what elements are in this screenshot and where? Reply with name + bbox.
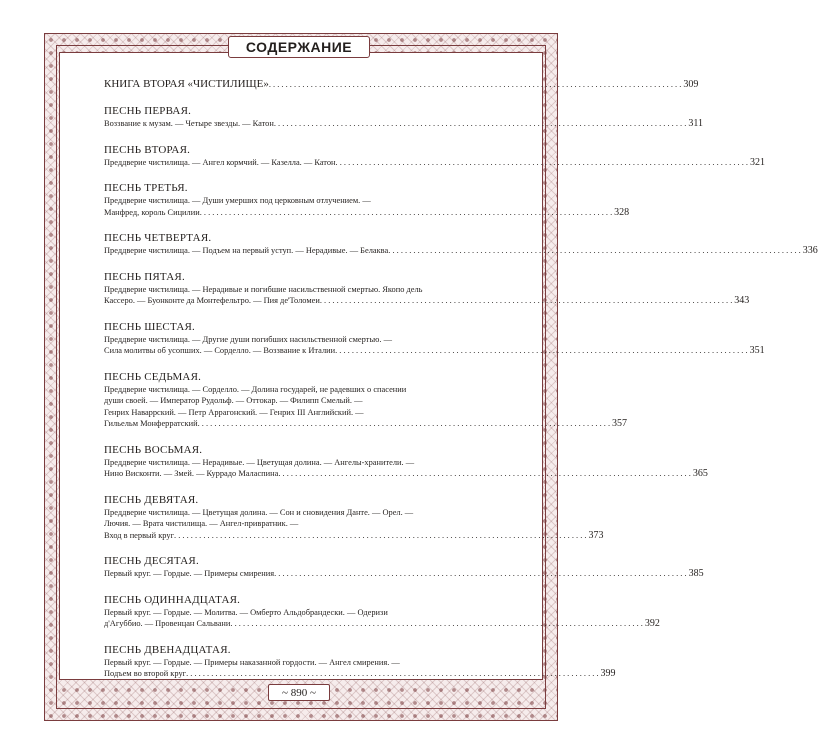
toc-entry[interactable] xyxy=(104,643,616,680)
canto-summary-text: Сила молитвы об усопших. — Сорделло. — Воззвание к Италии xyxy=(104,346,336,355)
canto-summary-line xyxy=(104,568,704,580)
leader-dots xyxy=(174,530,586,542)
canto-summary-text: Кассеро. — Буонконте да Монтефельтро. — Пия де'Толомеи xyxy=(104,296,320,305)
canto-summary-text: д'Агуббио. — Провенцан Сальвани xyxy=(104,619,231,628)
toc-entry[interactable] xyxy=(104,593,660,630)
canto-summary-line xyxy=(104,668,616,680)
canto-page-number: 311 xyxy=(688,118,703,129)
canto-page-number: 343 xyxy=(734,295,750,306)
canto-summary-line xyxy=(104,407,496,419)
toc-entry[interactable] xyxy=(104,555,704,580)
canto-summary-line xyxy=(104,384,496,396)
canto-title: ПЕСНЬ ШЕСТАЯ. xyxy=(104,320,195,333)
canto-summary-line xyxy=(104,607,496,619)
page-number-text: ~ 890 ~ xyxy=(282,686,316,699)
canto-title: ПЕСНЬ ВТОРАЯ. xyxy=(104,143,191,156)
toc-entry[interactable] xyxy=(104,270,750,307)
canto-summary-text: Преддверие чистилища. — Нерадивые и погибшие насильственной смертью. Якопо дель xyxy=(104,284,423,294)
canto-summary-line xyxy=(104,418,628,430)
book-title: КНИГА ВТОРАЯ «ЧИСТИЛИЩЕ» xyxy=(104,78,269,90)
leader-dots xyxy=(198,418,610,430)
canto-summary-text: Преддверие чистилища. — Подъем на первый уступ. — Нерадивые. — Белаква xyxy=(104,246,389,255)
book-page-number: 309 xyxy=(683,79,699,90)
canto-page-number: 336 xyxy=(802,245,818,256)
canto-summary-line xyxy=(104,245,818,257)
canto-summary-text: Преддверие чистилища. — Ангел кормчий. — Казелла. — Катон xyxy=(104,157,336,167)
canto-page-number: 373 xyxy=(588,529,604,541)
canto-summary-line xyxy=(104,468,708,480)
canto-summary-line xyxy=(104,345,765,357)
leader-dots xyxy=(388,245,800,257)
canto-summary-text: Первый круг. — Гордые. — Примеры смирения xyxy=(104,569,275,578)
canto-summary-text: Первый круг. — Гордые. — Молитва. — Омберто Альдобрандески. — Одеризи xyxy=(104,607,388,617)
canto-summary-line xyxy=(104,295,750,307)
toc-book-entry[interactable] xyxy=(104,78,699,90)
leader-dots xyxy=(278,468,690,480)
canto-summary-text: Воззвание к музам. — Четыре звезды. — Катон xyxy=(104,119,274,128)
canto-summary-text: Преддверие чистилища. — Нерадивые. — Цветущая долина. — Ангелы-хранители. — xyxy=(104,457,415,467)
canto-page-number: 365 xyxy=(692,468,708,479)
canto-summary-line xyxy=(104,395,496,407)
canto-summary-text: Гильельм Монферратский xyxy=(104,419,198,428)
toc-entry[interactable] xyxy=(104,320,765,357)
table-of-contents xyxy=(104,78,818,694)
toc-entry[interactable] xyxy=(104,443,708,480)
canto-title: ПЕСНЬ ВОСЬМАЯ. xyxy=(104,443,203,456)
canto-title: ПЕСНЬ ОДИННАДЦАТАЯ. xyxy=(104,593,241,606)
leader-dots xyxy=(269,80,681,89)
leader-dots xyxy=(320,295,732,307)
canto-summary-text: Первый круг. — Гордые. — Примеры наказанной гордости. — Ангел смирения. — xyxy=(104,657,400,667)
toc-entry[interactable] xyxy=(104,232,818,257)
canto-page-number: 357 xyxy=(612,418,628,429)
canto-summary-line xyxy=(104,334,496,346)
leader-dots xyxy=(274,118,686,130)
canto-title: ПЕСНЬ ТРЕТЬЯ. xyxy=(104,182,188,194)
leader-dots xyxy=(186,668,598,680)
canto-summary-text: Преддверие чистилища. — Цветущая долина. — Сон и сновидения Данте. — Орел. — xyxy=(104,507,414,517)
page-number xyxy=(268,684,330,701)
canto-summary-text: Вход в первый круг xyxy=(104,530,175,540)
canto-summary-line xyxy=(104,657,496,669)
canto-title: ПЕСНЬ ДЕВЯТАЯ. xyxy=(104,493,199,506)
canto-title: ПЕСНЬ ПЕРВАЯ. xyxy=(104,105,192,117)
canto-page-number: 399 xyxy=(600,668,616,679)
page-title-text: СОДЕРЖАНИЕ xyxy=(245,39,353,55)
canto-title: ПЕСНЬ ДВЕНАДЦАТАЯ. xyxy=(104,643,231,656)
canto-summary-text: Нино Висконти. — Змей. — Куррадо Маласпина xyxy=(104,469,279,478)
canto-title: ПЕСНЬ СЕДЬМАЯ. xyxy=(104,370,202,383)
canto-summary-text: Преддверие чистилища. — Сорделло. — Долина государей, не радевших о спасении xyxy=(104,384,407,394)
leader-dots xyxy=(335,345,747,357)
canto-summary-text: Манфред, король Сицилии xyxy=(104,207,200,217)
canto-summary-line xyxy=(104,284,496,296)
toc-entry[interactable] xyxy=(104,143,765,169)
canto-page-number: 321 xyxy=(750,156,765,168)
canto-title: ПЕСНЬ ДЕСЯТАЯ. xyxy=(104,555,199,567)
canto-page-number: 385 xyxy=(688,568,704,579)
leader-dots xyxy=(230,618,642,630)
leader-dots xyxy=(336,157,748,169)
toc-entry[interactable] xyxy=(104,182,630,218)
canto-summary-text: Генрих Наваррский. — Петр Аррагонский. — Генрих III Английский. — xyxy=(104,407,364,417)
canto-summary-line xyxy=(104,195,496,207)
canto-page-number: 328 xyxy=(614,206,630,218)
canto-summary-line xyxy=(104,206,630,219)
toc-entry[interactable] xyxy=(104,370,628,430)
canto-summary-text: Преддверие чистилища. — Души умерших под церковным отлучением. — xyxy=(104,196,371,205)
canto-summary-text: души своей. — Император Рудольф. — Оттокар. — Филипп Смелый. — xyxy=(104,396,363,405)
page-title xyxy=(228,36,370,58)
canto-page-number: 351 xyxy=(749,345,765,356)
canto-summary-line xyxy=(104,457,496,469)
canto-summary-text: Подъем во второй круг xyxy=(104,669,187,678)
canto-title: ПЕСНЬ ЧЕТВЕРТАЯ. xyxy=(104,232,212,244)
canto-page-number: 392 xyxy=(644,618,660,629)
canto-title: ПЕСНЬ ПЯТАЯ. xyxy=(104,270,185,283)
leader-dots xyxy=(200,207,612,219)
leader-dots xyxy=(274,568,686,580)
toc-entry[interactable] xyxy=(104,105,703,130)
canto-summary-line xyxy=(104,118,703,130)
canto-summary-text: Преддверие чистилища. — Другие души погибших насильственной смертью. — xyxy=(104,334,392,344)
canto-summary-text: Лючия. — Врата чистилища. — Ангел-привратник. — xyxy=(104,519,299,528)
canto-summary-line xyxy=(104,618,660,630)
canto-summary-line xyxy=(104,156,765,169)
canto-summary-line xyxy=(104,529,604,542)
toc-entry[interactable] xyxy=(104,493,604,542)
canto-summary-line xyxy=(104,518,496,530)
canto-summary-line xyxy=(104,507,496,519)
